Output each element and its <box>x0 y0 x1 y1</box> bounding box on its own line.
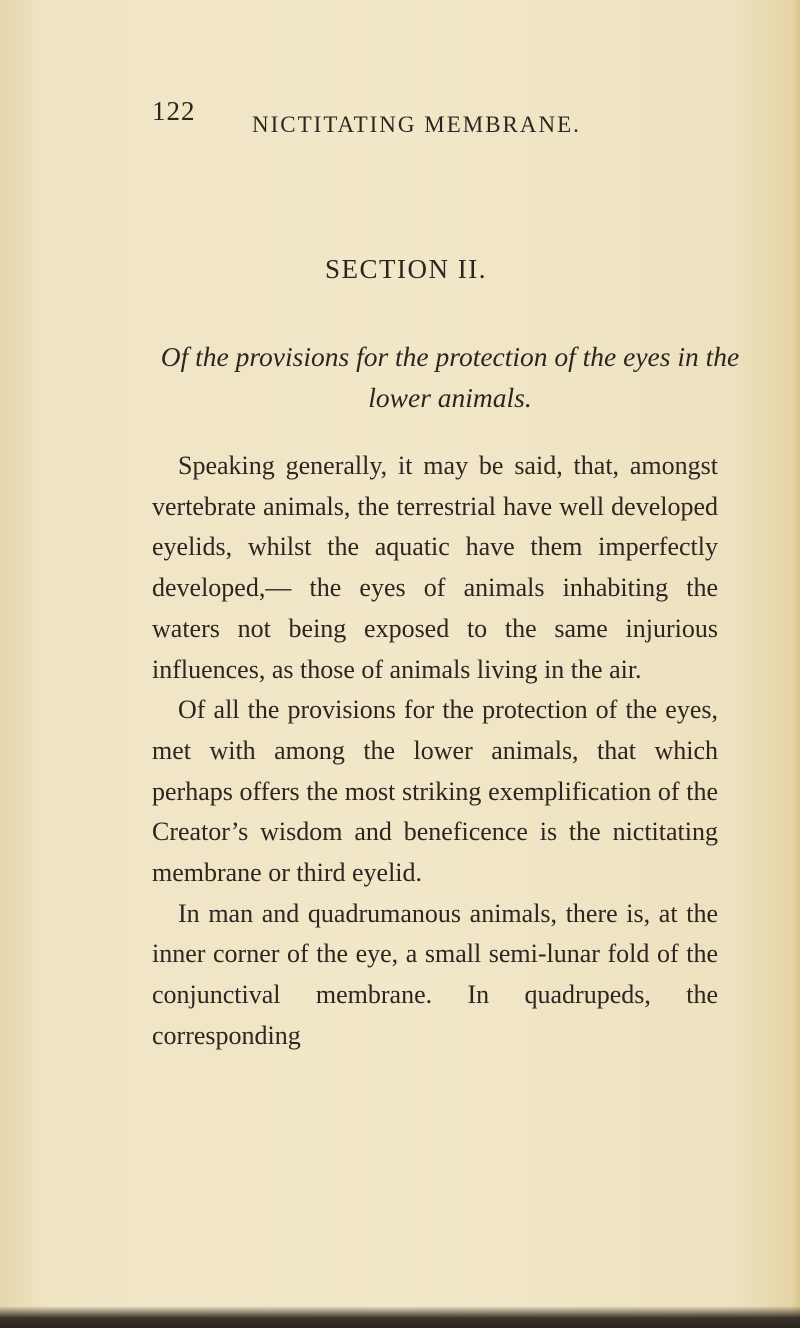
paragraph: Of all the provisions for the protection of the eyes, met with among the lower animals, that which perhaps offers the most striking exemplification of the Creator’s wisdom and beneficence is the nictitating membrane or third eyelid. <box>152 695 718 888</box>
paragraph: Speaking generally, it may be said, that, amongst vertebrate animals, the terrestrial have well developed eyelids, whilst the aquatic have them imperfectly developed,— the eyes of animals inhabiting the waters not being exposed to the same injurious influences, as those of animals living in the air. <box>152 451 718 684</box>
section-heading: SECTION II. <box>325 254 487 284</box>
section-subtitle: Of the provisions for the protection of the eyes in the lower animals. <box>160 341 740 413</box>
running-head: NICTITATING MEMBRANE. <box>252 112 581 137</box>
paragraph: In man and quadrumanous animals, there is, at the inner corner of the eye, a small semi-lunar fold of the conjunctival membrane. In quadrupeds, the corresponding <box>152 898 718 1050</box>
page-bottom-edge <box>0 1306 800 1328</box>
body-text <box>152 446 718 1057</box>
page-number: 122 <box>152 96 196 126</box>
page-edge <box>790 0 800 1328</box>
